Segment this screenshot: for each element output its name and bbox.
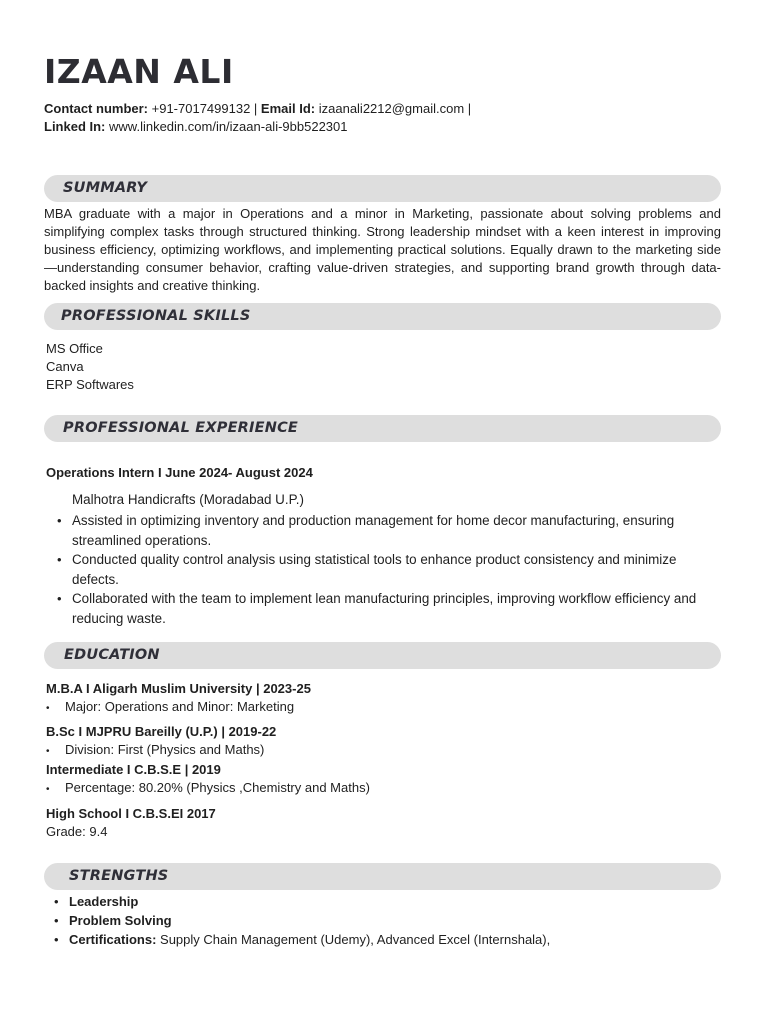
strengths-title: STRENGTHS [69, 868, 169, 884]
strengths-list [45, 892, 725, 949]
experience-bullet: • Assisted in optimizing inventory and production management for home decor manufacturing, ensuring streamlined operations. [45, 511, 705, 550]
skill-item: ERP Softwares [46, 377, 134, 392]
contact-line [44, 100, 724, 118]
edu-bsc-detail: Division: First (Physics and Maths) [65, 742, 265, 757]
strength-label: Leadership [69, 894, 139, 909]
strengths-header [44, 863, 721, 890]
edu-mba-detail: Major: Operations and Minor: Marketing [65, 699, 295, 714]
email-label: Email Id: [260, 101, 316, 116]
edu-school-title: High School I C.B.S.EI 2017 [46, 806, 216, 821]
experience-title: PROFESSIONAL EXPERIENCE [63, 420, 299, 436]
summary-text: MBA graduate with a major in Operations and a minor in Marketing, passionate about solving problems and simplifying complex tasks through structured thinking. Strong leadership mindset with a keen interest in improving business efficiency, optimizing workflows, and implementing practical solutions. Equally drawn to the marketing side—understanding consumer behavior, crafting value-driven strategies, and supporting brand growth through data-backed insights and creative thinking. [44, 206, 721, 294]
phone-label: Contact number: [44, 101, 148, 116]
strength-item [45, 930, 725, 949]
skills-title: PROFESSIONAL SKILLS [61, 308, 251, 324]
edu-inter-detail: Percentage: 80.20% (Physics ,Chemistry and Maths) [65, 780, 370, 795]
job-title: Operations Intern I June 2024- August 2024 [46, 465, 313, 480]
education-header [44, 642, 721, 669]
bullet-glyph: • [46, 703, 50, 714]
summary-title: SUMMARY [63, 180, 148, 196]
edu-mba-row [46, 698, 294, 718]
experience-bullets [45, 511, 705, 628]
linkedin-value[interactable]: www.linkedin.com/in/izaan-ali-9bb522301 [109, 119, 348, 134]
edu-school-detail: Grade: 9.4 [46, 824, 108, 839]
bullet-glyph: • [46, 784, 50, 795]
strength-item [45, 892, 725, 911]
linkedin-line [44, 118, 724, 136]
edu-inter-row [46, 779, 370, 799]
education-title: EDUCATION [64, 647, 160, 663]
strength-label: Problem Solving [69, 913, 172, 928]
skills-header [44, 303, 721, 330]
email-value[interactable]: izaanali2212@gmail.com | [318, 101, 472, 116]
candidate-name: IZAAN ALI [44, 52, 234, 91]
experience-bullet: • Collaborated with the team to implement lean manufacturing principles, improving workflow efficiency and reducing waste. [45, 589, 705, 628]
summary-header [44, 175, 721, 202]
edu-mba-title: M.B.A I Aligarh Muslim University | 2023-25 [46, 681, 311, 696]
strength-item [45, 911, 725, 930]
certifications-label: Certifications: [69, 932, 157, 947]
skill-item: MS Office [46, 341, 103, 356]
edu-bsc-title: B.Sc I MJPRU Bareilly (U.P.) | 2019-22 [46, 724, 277, 739]
experience-header [44, 415, 721, 442]
experience-bullet: • Conducted quality control analysis using statistical tools to enhance product consistency and minimize defects. [45, 550, 705, 589]
company-name: Malhotra Handicrafts (Moradabad U.P.) [72, 492, 304, 507]
bullet-glyph: • [46, 746, 50, 757]
certifications-value: Supply Chain Management (Udemy), Advanced Excel (Internshala), [160, 932, 551, 947]
phone-value: +91-7017499132 | [151, 101, 258, 116]
skill-item: Canva [46, 359, 84, 374]
linkedin-label: Linked In: [44, 119, 106, 134]
edu-inter-title: Intermediate I C.B.S.E | 2019 [46, 762, 221, 777]
edu-bsc-row [46, 741, 264, 761]
